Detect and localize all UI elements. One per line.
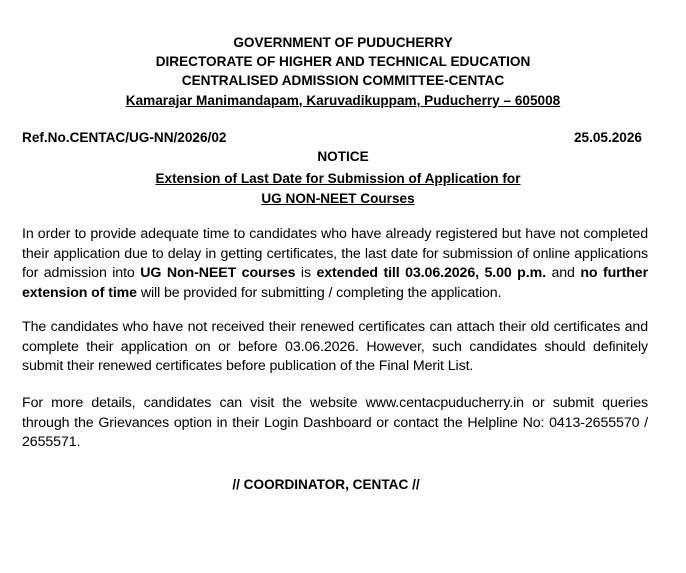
committee-name: CENTRALISED ADMISSION COMMITTEE-CENTAC (181, 73, 505, 89)
paragraph-certificates: The candidates who have not received their renewed certificates can attach their old certificates and complete their application on or before 03.06.2026. However, such candidates should definitely submit their renewed certificates before publication of the Final Merit List. (22, 319, 648, 374)
notice-date: 25.05.2026 (573, 130, 642, 145)
paragraph-1-text-2: is (295, 265, 317, 281)
office-address: Kamarajar Manimandapam, Karuvadikuppam, Puducherry – 605008 (125, 92, 561, 108)
subject-line-2: UG NON-NEET Courses (261, 190, 415, 206)
notice-heading: NOTICE (317, 149, 369, 164)
paragraph-1-text-1: In order to provide adequate time to candidates who have already registered but have not completed their application due to delay in getting certificates, the last date for submission of online applications for admission into (22, 226, 648, 281)
subject-line-1: Extension of Last Date for Submission of Application for (155, 171, 521, 186)
government-name: GOVERNMENT OF PUDUCHERRY (233, 35, 453, 50)
reference-number: Ref.No.CENTAC/UG-NN/2026/02 (22, 130, 227, 145)
directorate-name: DIRECTORATE OF HIGHER AND TECHNICAL EDUCATION (155, 54, 531, 70)
reference-row (22, 130, 642, 150)
paragraph-1-no-extension: no further extension of time (22, 265, 648, 301)
paragraph-contact: For more details, candidates can visit the website www.centacpuducherry.in or submit queries through the Grievances option in their Login Dashboard or contact the Helpline No: 0413-2655570 / 2655571. (22, 395, 648, 450)
signature-line: // COORDINATOR, CENTAC // (232, 477, 420, 492)
letterhead (0, 33, 686, 110)
paragraph-1-deadline: extended till 03.06.2026, 5.00 p.m. (316, 265, 546, 281)
paragraph-1-text-4: will be provided for submitting / completing the application. (136, 284, 502, 301)
paragraph-1-text-3: and (545, 265, 581, 281)
paragraph-1-course: UG Non-NEET courses (140, 265, 296, 281)
paragraph-extension (22, 225, 648, 303)
notice-subject (0, 169, 676, 208)
